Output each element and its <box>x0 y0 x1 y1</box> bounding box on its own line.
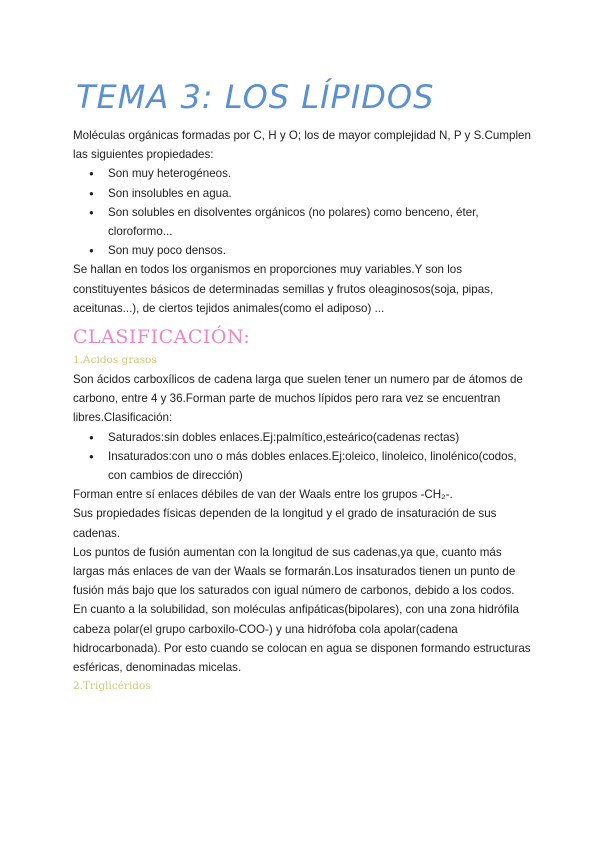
list-item: ● Son muy heterogéneos. <box>108 164 533 183</box>
melting-point-paragraph: Los puntos de fusión aumentan con la longitud de sus cadenas,ya que, cuanto más largas más enlaces de van der Waals se formarán.Los insaturados tienen un punto de fusión más bajo que los saturados con igual número de carbonos, debido a los codos. <box>73 545 516 598</box>
fatty-acid-types-list <box>73 428 533 486</box>
list-item: ● Saturados:sin dobles enlaces.Ej:palmítico,esteárico(cadenas rectas) <box>108 428 533 447</box>
page-title: TEMA 3: LOS LÍPIDOS <box>76 78 435 116</box>
intro-paragraph: Moléculas orgánicas formadas por C, H y O; los de mayor complejidad N, P y S.Cumplen las siguientes propiedades: <box>73 129 531 162</box>
properties-list <box>73 164 533 260</box>
physical-properties-paragraph: Sus propiedades físicas dependen de la longitud y el grado de insaturación de sus cadenas. <box>73 507 497 540</box>
list-item: ● Son muy poco densos. <box>108 241 533 260</box>
list-item: ● Son solubles en disolventes orgánicos (no polares) como benceno, éter, cloroformo... <box>108 203 533 241</box>
document-body <box>73 126 533 696</box>
van-der-waals-paragraph: Forman entre sí enlaces débiles de van der Waals entre los grupos -CH₂-. <box>73 488 453 502</box>
occurrence-paragraph: Se hallan en todos los organismos en proporciones muy variables.Y son los constituyentes básicos de determinadas semillas y frutos oleaginosos(soja, pipas, aceitunas...), de ciertos tejidos animales(como el adiposo) ... <box>73 263 494 315</box>
subheading-acidos-grasos: 1.Ácidos grasos <box>73 354 157 367</box>
fatty-acids-paragraph: Son ácidos carboxílicos de cadena larga que suelen tener un numero par de átomos de carbono, entre 4 y 36.Forman parte de muchos lípidos pero rara vez se encuentran libres.Clasificación: <box>73 373 523 425</box>
section-heading-clasificacion: CLASIFICACIÓN: <box>73 326 251 349</box>
list-item: ● Son insolubles en agua. <box>108 184 533 203</box>
subheading-trigliceridos: 2.Triglicéridos <box>73 680 151 693</box>
solubility-paragraph: En cuanto a la solubilidad, son moléculas anfipáticas(bipolares), con una zona hidrófila cabeza polar(el grupo carboxilo-COO-) y una hidrófoba cola apolar(cadena hidrocarbonada). Por esto cuando se colocan en agua se disponen formando estructuras esféricas, denominadas micelas. <box>73 603 531 675</box>
list-item: ● Insaturados:con uno o más dobles enlaces.Ej:oleico, linoleico, linolénico(codos, con cambios de dirección) <box>108 447 533 485</box>
